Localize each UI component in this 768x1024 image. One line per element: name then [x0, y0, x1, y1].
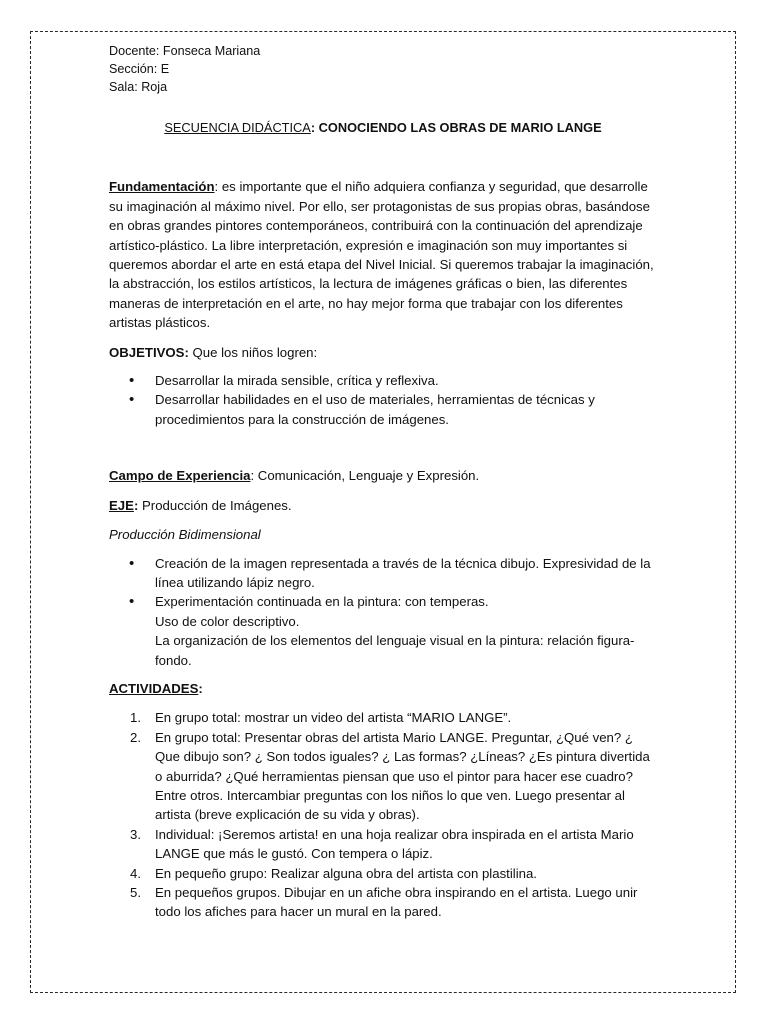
campo-label: Campo de Experiencia [109, 468, 251, 484]
eje-colon: : [133, 497, 139, 513]
room-line: Sala: Roja [109, 80, 168, 94]
item-number: 2. [130, 729, 141, 745]
eje-label: EJE [109, 497, 134, 513]
actividades-heading [109, 679, 657, 698]
list-item [109, 864, 657, 883]
item-text: Individual: ¡Seremos artista! en una hoja realizar obra inspirada en el artista Mario LANGE que más le gustó. Con tempera o lápiz. [155, 826, 634, 862]
campo-text: Comunicación, Lenguaje y Expresión. [254, 468, 480, 484]
item-number: 3. [130, 826, 141, 842]
title-separator: : [310, 120, 316, 135]
fundamentacion-text: es importante que el niño adquiera confianza y seguridad, que desarrolle su imaginación al máximo nivel. Por ello, ser protagonistas de sus propias obras, basándose en obras grandes pintores contemporáneos, contribuirá con la continuación del aprendizaje artístico-plástico. La libre interpretación, expresión e imaginación son muy importantes si queremos abordar el arte en está etapa del Nivel Inicial. Si queremos trabajar la imaginación, la abstracción, los estilos artísticos, la lectura de imágenes gráficas o bien, las diferentes maneras de interpretación en el arte, no hay mejor forma que trabajar con los diferentes artistas plásticos. [109, 179, 654, 331]
fundamentacion-label: Fundamentación [109, 179, 215, 195]
item-text: En pequeños grupos. Dibujar en un afiche obra inspirando en el artista. Luego unir todo los afiches para hacer un mural en la pared. [155, 885, 638, 920]
title-text: CONOCIENDO LAS OBRAS DE MARIO LANGE [315, 120, 602, 135]
list-item: • Desarrollar habilidades en el uso de materiales, herramientas de técnicas y procedimientos para la construcción de imágenes. [109, 390, 657, 429]
eje-text: Producción de Imágenes. [138, 497, 292, 513]
actividades-colon: : [198, 680, 203, 696]
produccion-item2-line3: La organización de los elementos del lenguaje visual en la pintura: relación figura-fondo. [155, 633, 635, 668]
produccion-item2-line2: Uso de color descriptivo. [155, 613, 300, 629]
objetivos-label: OBJETIVOS: [109, 344, 189, 360]
list-item: • Creación de la imagen representada a través de la técnica dibujo. Expresividad de la línea utilizando lápiz negro. [109, 554, 657, 593]
list-item [109, 708, 657, 727]
teacher-line: Docente: Fonseca Mariana [109, 44, 261, 58]
document-title [109, 118, 657, 137]
item-text: En grupo total: mostrar un video del artista “MARIO LANGE”. [155, 710, 512, 726]
list-item [109, 592, 657, 670]
campo-colon: : [250, 468, 255, 484]
actividades-label: ACTIVIDADES [109, 680, 199, 696]
actividades-list [109, 708, 657, 921]
campo-line [109, 466, 657, 485]
item-number: 1. [130, 710, 141, 726]
item-number: 4. [130, 865, 141, 881]
produccion-list [109, 554, 657, 670]
list-item: • Desarrollar la mirada sensible, crítica y reflexiva. [109, 371, 657, 390]
item-number: 5. [130, 885, 141, 900]
fundamentacion-colon: : [214, 179, 219, 195]
document-body [109, 42, 657, 922]
item-text: En pequeño grupo: Realizar alguna obra del artista con plastilina. [155, 865, 537, 881]
list-item [109, 883, 657, 922]
section-line: Sección: E [109, 62, 170, 76]
produccion-heading: Producción Bidimensional [109, 527, 261, 543]
item-text: En grupo total: Presentar obras del artista Mario LANGE. Preguntar, ¿Qué ven? ¿ Que dibujo son? ¿ Son todos iguales? ¿ Las formas? ¿Líneas? ¿Es pintura divertida o aburrida? ¿Qué herramientas piensan que uso el pintor para hacer ese cuadro? Entre otros. Intercambiar preguntas con los niños lo que ven. Luego presentar al artista (breve explicación de su vida y obras). [155, 729, 650, 823]
eje-line [109, 496, 657, 515]
objetivos-text: Que los niños logren: [188, 344, 318, 360]
objetivos-heading [109, 343, 657, 362]
fundamentacion-paragraph [109, 177, 657, 332]
objetivos-list [109, 371, 657, 429]
list-item [109, 728, 657, 825]
title-label: SECUENCIA DIDÁCTICA [164, 120, 311, 135]
produccion-item2-line1: • Experimentación continuada en la pintura: con temperas. [155, 594, 489, 610]
list-item [109, 825, 657, 864]
